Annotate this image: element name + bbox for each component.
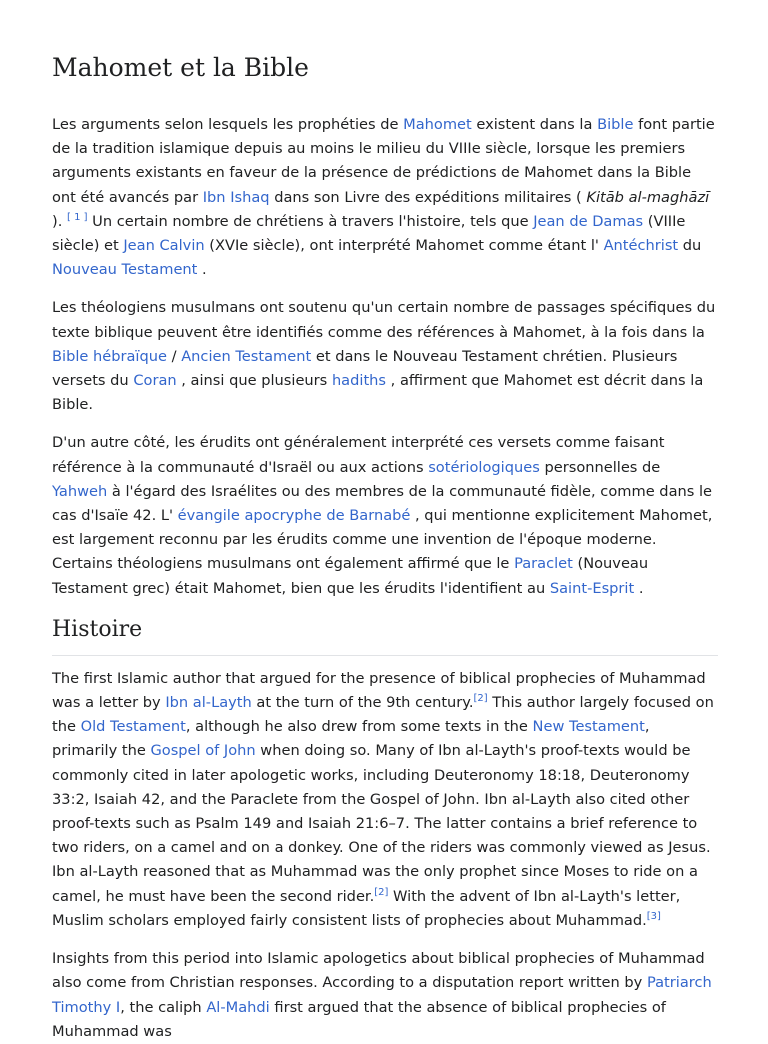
text: first argued that the absence of biblical prophecies of Muhammad was (52, 998, 666, 1040)
text: dans son Livre des expéditions militaires ( (269, 188, 587, 206)
text: / (166, 347, 182, 365)
paragraph-histoire-2 (52, 947, 718, 1044)
paragraph-intro-1 (52, 113, 718, 282)
link-hadiths[interactable]: hadiths (331, 372, 387, 390)
text: Un certain nombre de chrétiens à travers l'histoire, tels que (87, 212, 534, 230)
link-soteriologiques[interactable]: sotériologiques (428, 458, 540, 476)
text: when doing so. Many of Ibn al-Layth's proof-texts would be commonly cited in later apologetic works, including Deuteronomy 18:18, Deuteronomy 33:2, Isaiah 42, and the Paraclete from the Gospel of John. Ibn al-Layth also cited other proof-texts such as Psalm 149 and Isaiah 21:6–7. The latter contains a brief reference to two riders, on a camel and on a donkey. One of the riders was commonly viewed as Jesus. Ibn al-Layth reasoned that as Muhammad was the only prophet since Moses to ride on a camel, he must have been the second rider. (52, 742, 711, 905)
paragraph-histoire-1 (52, 667, 718, 933)
text: ). (52, 212, 67, 230)
text: existent dans la (471, 116, 598, 133)
text: font partie de la tradition islamique depuis au moins le milieu du VIIIe siècle, lorsque les premiers arguments existants en faveur de la présence de prédictions de Mahomet dans la Bible ont été avancés par (52, 116, 715, 206)
link-al-mahdi[interactable]: Al-Mahdi (206, 998, 270, 1016)
text: . (634, 579, 644, 597)
text: du (678, 237, 702, 255)
link-jean-calvin[interactable]: Jean Calvin (123, 237, 205, 255)
text: With the advent of Ibn al-Layth's letter, Muslim scholars employed fairly consistent lists of prophecies about Muhammad. (52, 887, 681, 929)
link-bible-hebraique[interactable]: Bible hébraïque (52, 347, 167, 365)
paragraph-intro-3 (52, 431, 718, 600)
link-yahweh[interactable]: Yahweh (52, 482, 108, 500)
link-old-testament[interactable]: Old Testament (80, 718, 186, 736)
link-ancien-testament[interactable]: Ancien Testament (181, 347, 312, 365)
link-new-testament[interactable]: New Testament (532, 718, 645, 736)
text: , affirment que Mahomet est décrit dans la Bible. (52, 372, 704, 414)
text: Les théologiens musulmans ont soutenu qu'un certain nombre de passages spécifiques du texte biblique peuvent être identifiés comme des références à Mahomet, à la fois dans la (52, 299, 716, 341)
link-gospel-of-john[interactable]: Gospel of John (150, 742, 256, 760)
link-coran[interactable]: Coran (133, 372, 177, 390)
link-ibn-al-layth[interactable]: Ibn al-Layth (165, 694, 252, 712)
link-bible[interactable]: Bible (597, 116, 634, 133)
reference-link[interactable]: [ 1 ] (66, 211, 88, 223)
paragraph-intro-2 (52, 296, 718, 417)
book-title: Kitāb al-maghāzī (586, 188, 710, 206)
reference-2[interactable] (474, 693, 488, 704)
link-ibn-ishaq[interactable]: Ibn Ishaq (202, 188, 270, 206)
text: , ainsi que plusieurs (176, 372, 332, 390)
text: , the caliph (120, 998, 207, 1016)
text: D'un autre côté, les érudits ont généralement interprété ces versets comme faisant référence à la communauté d'Israël ou aux actions (52, 434, 665, 476)
text: This author largely focused on the (52, 694, 714, 736)
text: The first Islamic author that argued for the presence of biblical prophecies of Muhammad was a letter by (52, 669, 706, 712)
page-title: Mahomet et la Bible (52, 53, 309, 82)
link-jean-de-damas[interactable]: Jean de Damas (533, 212, 644, 230)
text: . (197, 261, 207, 279)
text: et dans le Nouveau Testament chrétien. Plusieurs versets du (52, 347, 678, 390)
text: , qui mentionne explicitement Mahomet, est largement reconnu par les érudits comme une invention de l'époque moderne. Certains théologiens musulmans ont également affirmé que le (52, 507, 713, 573)
reference-link[interactable]: [2] (473, 693, 488, 705)
text: , primarily the (52, 718, 650, 760)
text: Les arguments selon lesquels les prophéties de (52, 116, 404, 133)
link-patriarch-timothy[interactable]: Patriarch Timothy I (52, 974, 712, 1016)
text: personnelles de (539, 458, 661, 476)
text: at the turn of the 9th century. (251, 694, 474, 712)
reference-2b[interactable] (374, 887, 388, 898)
link-paraclet[interactable]: Paraclet (514, 555, 573, 573)
text: , although he also drew from some texts in the (185, 718, 533, 736)
reference-link[interactable]: [2] (374, 886, 389, 898)
text: (VIIIe siècle) et (52, 212, 686, 255)
text: (XVIe siècle), ont interprété Mahomet comme étant l' (204, 237, 604, 255)
text: (Nouveau Testament grec) était Mahomet, bien que les érudits l'identifient au (52, 555, 649, 597)
reference-3[interactable] (647, 911, 661, 922)
section-heading-histoire: Histoire (52, 615, 718, 656)
link-evangile-barnabe[interactable]: évangile apocryphe de Barnabé (177, 507, 411, 525)
text: à l'égard des Israélites ou des membres de la communauté fidèle, comme dans le cas d'Isaïe 42. L' (52, 482, 713, 525)
reference-1[interactable] (67, 212, 88, 223)
link-mahomet[interactable]: Mahomet (403, 116, 472, 133)
link-antechrist[interactable]: Antéchrist (603, 237, 679, 255)
link-saint-esprit[interactable]: Saint-Esprit (549, 579, 635, 597)
article (52, 0, 718, 1044)
reference-link[interactable]: [3] (646, 911, 661, 923)
text: Insights from this period into Islamic apologetics about biblical prophecies of Muhammad also come from Christian responses. According to a disputation report written by (52, 950, 705, 992)
link-nouveau-testament[interactable]: Nouveau Testament (52, 261, 198, 279)
